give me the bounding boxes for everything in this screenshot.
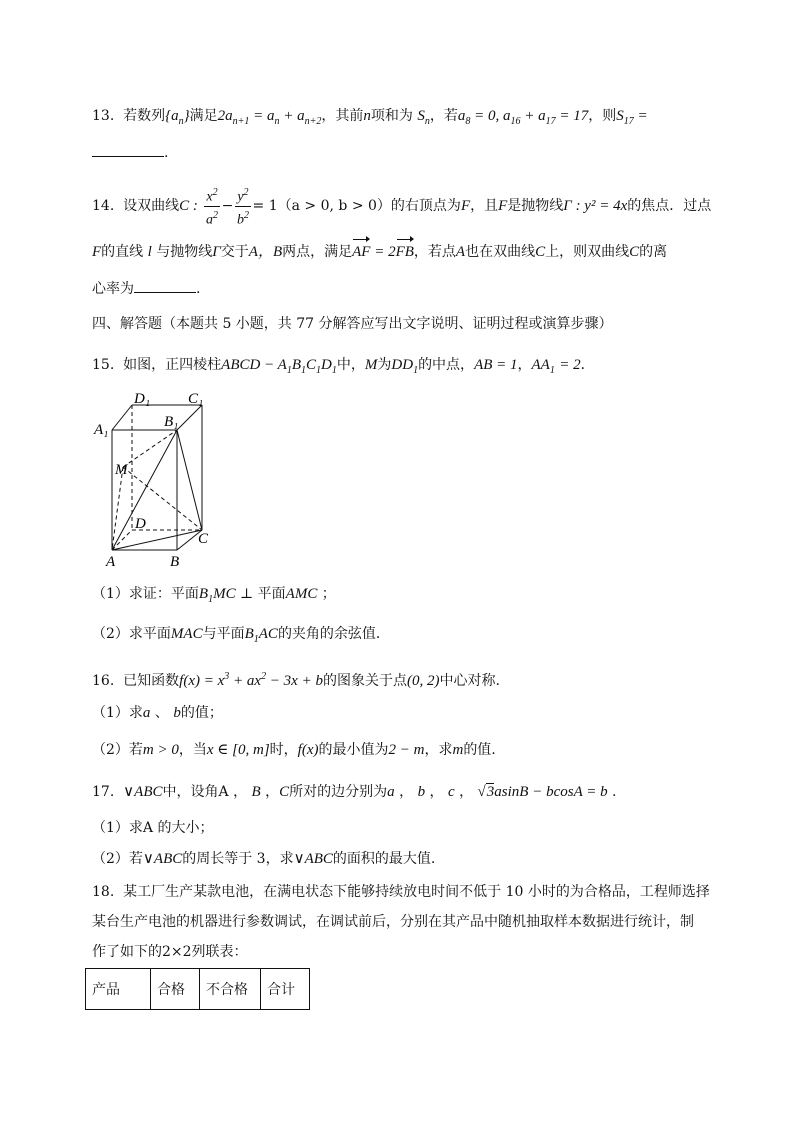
q16-stem: 16. 已知函数$f(x) = x^3 + ax^2 - 3x + b$的图象关于点(0, 2)中心对称. xyxy=(92,671,500,689)
q15-part1: （1）求证：平面$B_1MC$ ⊥ 平面AMC ； xyxy=(92,586,336,605)
q14-line2: F的直线 l 与抛物线Γ交于A，B两点，满足AF = 2FB，若点A也在双曲线C上，则双曲线C的离 xyxy=(92,244,668,260)
q14-line1: 14. 设双曲线C : $\frac{x^2}{a^2}$ − $\frac{y^2}{b^2}$ = 1（a > 0, b > 0）的右顶点为F，且F是抛物线Γ : y² = 4x的焦点．过点 xyxy=(92,184,711,228)
q16-part2: （2）若m > 0，当x ∈ [0, m]时，f(x)的最小值为2 − m，求m的值. xyxy=(92,742,496,758)
table-header-cell: 合计 xyxy=(261,969,310,1010)
label-A: A xyxy=(106,554,116,570)
label-M: M xyxy=(115,462,128,478)
answer-blank-13[interactable] xyxy=(92,142,164,157)
table-header-cell: 产品 xyxy=(86,969,151,1010)
q13-line2: . xyxy=(92,142,168,163)
q14-line3: 心率为 . xyxy=(92,278,200,299)
q15-part2: （2）求平面MAC与平面$B_1AC$的夹角的余弦值． xyxy=(92,626,390,645)
q17-stem: 17. ∨ABC中，设角A ， B ，C所对的边分别为a ， b ， c ， √3asinB − bcosA = b . xyxy=(92,784,617,800)
label-B1: B₁ xyxy=(164,414,179,430)
prism-figure xyxy=(92,390,222,575)
table-header-cell: 不合格 xyxy=(200,969,261,1010)
contingency-table xyxy=(85,968,310,1010)
label-D: D xyxy=(135,516,146,532)
q13-line1: 13. 若数列$\{a_n\}$满足$2a_{n+1} = a_n + a_{n+2}$，其前n项和为 $S_n$，若$a_8 = 0$, $a_{16} + a_{17} = 17$，则$S_{17}$ = xyxy=(92,108,648,127)
label-B: B xyxy=(170,554,180,570)
answer-blank-14[interactable] xyxy=(134,278,196,293)
q18-line1: 18. 某工厂生产某款电池，在满电状态下能够持续放电时间不低于 10 小时的为合格品，工程师选择 xyxy=(92,884,710,900)
label-D1: D₁ xyxy=(134,391,151,407)
section-heading: 四、解答题（本题共 5 小题，共 77 分解答应写出文字说明、证明过程或演算步骤） xyxy=(92,316,613,332)
q17-part1: （1）求A 的大小； xyxy=(92,820,214,836)
q17-part2: （2）若∨ABC的周长等于 3，求∨ABC的面积的最大值. xyxy=(92,851,436,867)
table-header-cell: 合格 xyxy=(151,969,200,1010)
table-row xyxy=(86,969,310,1010)
label-C: C xyxy=(198,531,209,547)
q18-line2: 某台生产电池的机器进行参数调试，在调试前后，分别在其产品中随机抽取样本数据进行统计，制 xyxy=(92,914,694,930)
q15-stem: 15. 如图，正四棱柱ABCD − $A_1B_1C_1D_1$中，M为$DD_1$的中点，AB = 1，$AA_1 = 2$． xyxy=(92,357,595,376)
label-A1: A₁ xyxy=(94,422,109,438)
label-C1: C₁ xyxy=(188,391,204,407)
q16-part1: （1）求a 、 b的值； xyxy=(92,705,223,721)
q18-line3: 作了如下的2×2列联表： xyxy=(92,944,248,960)
